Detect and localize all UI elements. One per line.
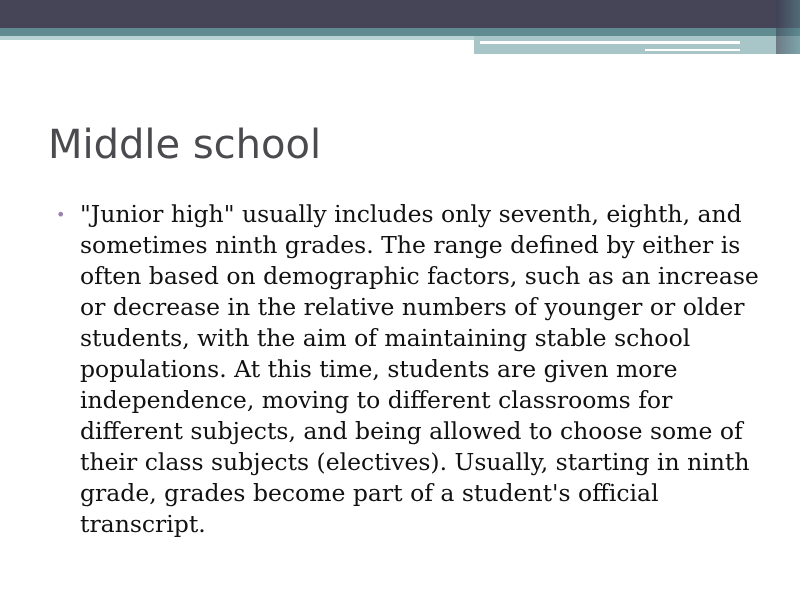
header-accent-line (480, 41, 740, 44)
slide-body (56, 199, 776, 540)
header-teal-bar (0, 28, 800, 36)
header-light-bar-right (474, 36, 800, 54)
bullet-text: "Junior high" usually includes only seventh, eighth, and sometimes ninth grades. The range defined by either is often based on demographic factors, such as an increase or decrease in the relative numbers of younger or older students, with the aim of maintaining stable school populations. At this time, students are given more independence, moving to different classrooms for different subjects, and being allowed to choose some of their class subjects (electives). Usually, starting in ninth grade, grades become part of a student's official transcript. (80, 200, 759, 538)
header-accent-line-short (645, 49, 740, 51)
header-light-bar-left (0, 36, 474, 40)
header-dark-bar (0, 0, 800, 28)
bullet-item (56, 199, 776, 540)
header-corner-shade (776, 0, 800, 54)
slide-title: Middle school (48, 122, 322, 168)
bullet-point-icon: • (56, 205, 66, 224)
